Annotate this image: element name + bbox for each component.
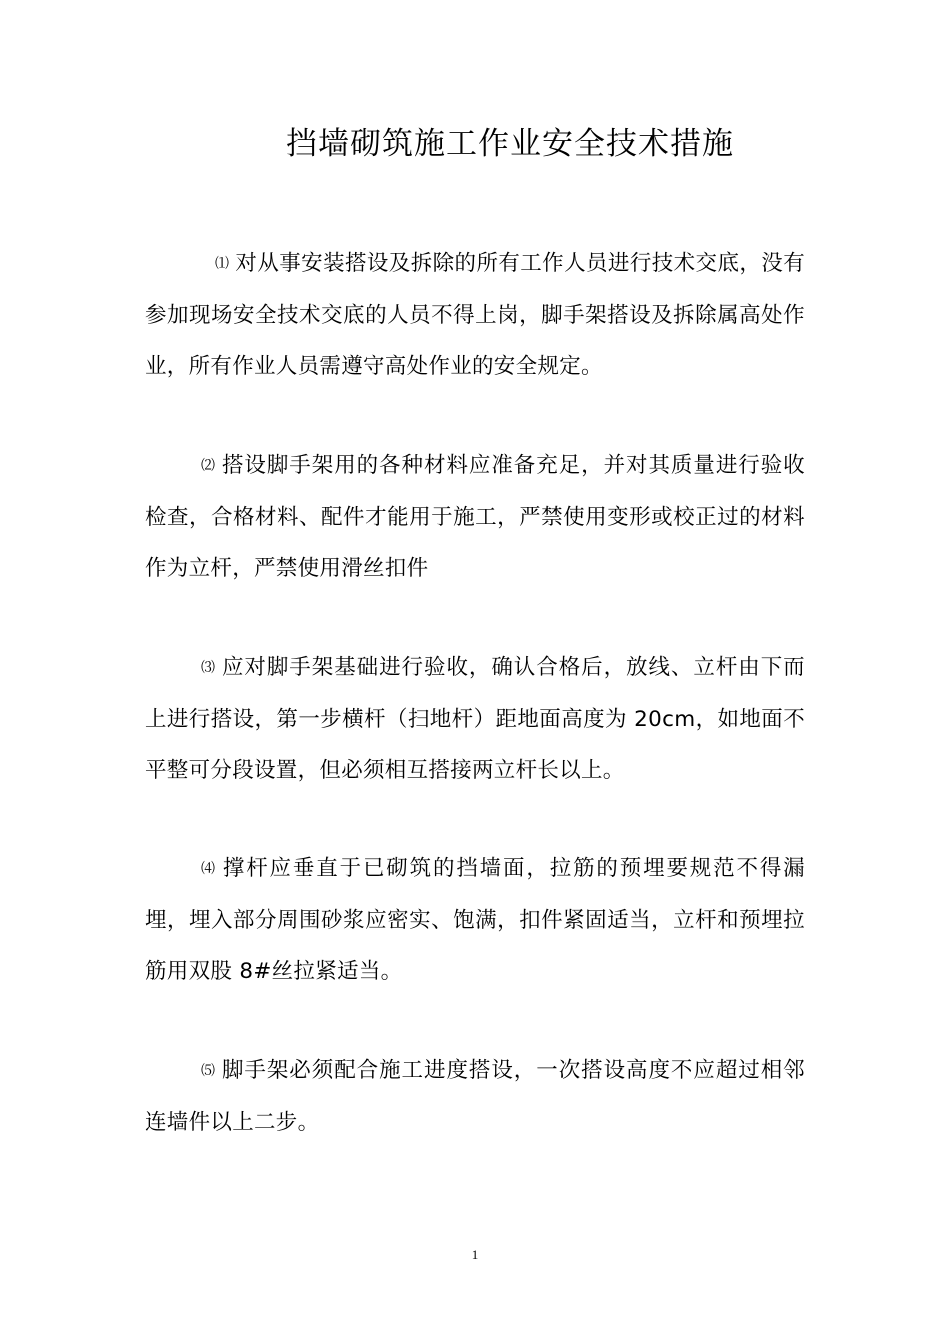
- paragraph-1-text: 对从事安装搭设及拆除的所有工作人员进行技术交底，没有参加现场安全技术交底的人员不得上岗，脚手架搭设及拆除属高处作业，所有作业人员需遵守高处作业的安全规定。: [145, 251, 805, 379]
- document-title: 挡墙砌筑施工作业安全技术措施: [286, 126, 734, 162]
- paragraph-1: [145, 238, 805, 392]
- paragraph-4: [145, 843, 805, 997]
- paragraph-3-text: 应对脚手架基础进行验收，确认合格后，放线、立杆由下而上进行搭设，第一步横杆（扫地杆）距地面高度为 20cm，如地面不平整可分段设置，但必须相互搭接两立杆长以上。: [145, 655, 805, 783]
- paragraph-5-text: 脚手架必须配合施工进度搭设，一次搭设高度不应超过相邻连墙件以上二步。: [145, 1058, 805, 1135]
- paragraph-2-text: 搭设脚手架用的各种材料应准备充足，并对其质量进行验收检查，合格材料、配件才能用于施工，严禁使用变形或校正过的材料作为立杆，严禁使用滑丝扣件: [145, 453, 805, 581]
- paragraph-1-number: ⑴: [215, 256, 230, 272]
- paragraph-3: [145, 642, 805, 796]
- paragraph-2: [145, 440, 805, 594]
- paragraph-5: [145, 1045, 805, 1148]
- paragraph-5-number: ⑸: [201, 1063, 216, 1079]
- paragraph-4-number: ⑷: [201, 861, 217, 877]
- paragraph-4-text: 撑杆应垂直于已砌筑的挡墙面，拉筋的预埋要规范不得漏埋，埋入部分周围砂浆应密实、饱满，扣件紧固适当，立杆和预埋拉筋用双股 8#丝拉紧适当。: [145, 856, 805, 984]
- paragraph-3-number: ⑶: [201, 660, 216, 676]
- paragraph-2-number: ⑵: [201, 458, 216, 474]
- page-number: 1: [471, 1247, 479, 1262]
